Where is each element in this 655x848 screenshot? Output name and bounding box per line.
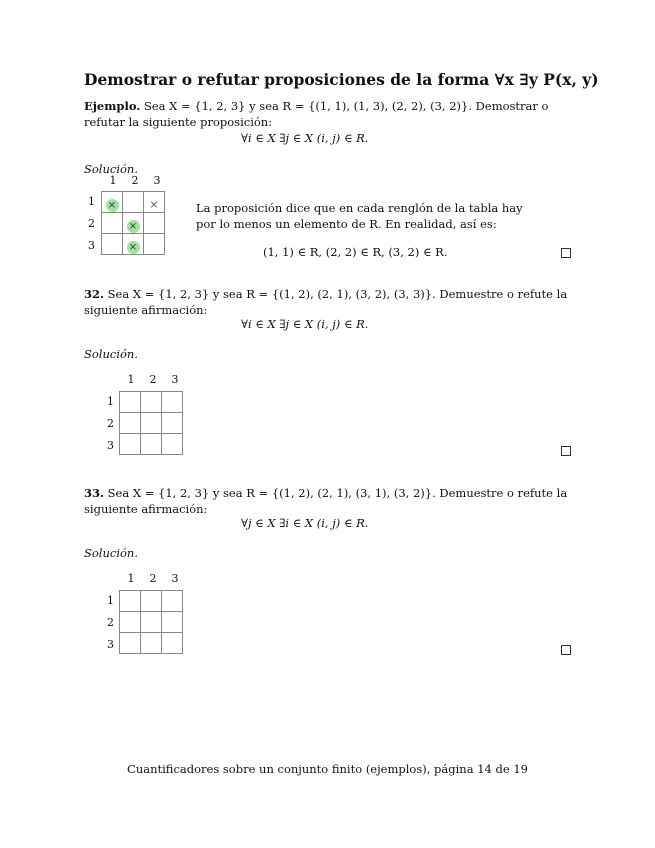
table-row <box>102 192 165 213</box>
col-header: 2 <box>149 572 157 585</box>
exercise-32-row-headers <box>107 391 114 457</box>
table-cell <box>123 192 144 213</box>
col-header: 3 <box>171 373 179 386</box>
table-row <box>120 612 183 633</box>
example-explanation: La proposición dice que en cada renglón de la tabla hay por lo menos un elemento de R. En realidad, así es: <box>196 201 523 231</box>
example-text: Sea X = {1, 2, 3} y sea R = {(1, 1), (1, 3), (2, 2), (3, 2)}. Demostrar o refutar la siguiente proposición: <box>84 99 549 129</box>
table-row <box>120 633 183 654</box>
col-header: 3 <box>171 572 179 585</box>
exercise-text: Sea X = {1, 2, 3} y sea R = {(1, 2), (2, 1), (3, 1), (3, 2)}. Demuestre o refute la siguiente afirmación: <box>84 486 568 516</box>
exercise-32-statement <box>84 286 574 318</box>
row-header: 2 <box>107 417 114 430</box>
col-header: 2 <box>131 174 139 187</box>
exercise-33-row-headers <box>107 590 114 656</box>
example-col-headers <box>102 174 168 187</box>
exercise-33-col-headers <box>120 572 186 585</box>
table-cell[interactable] <box>141 392 162 413</box>
exercise-number: 33. <box>84 486 105 500</box>
table-cell[interactable] <box>162 392 183 413</box>
exercise-33-relation-table <box>119 590 183 654</box>
table-row <box>102 213 165 234</box>
table-row <box>120 591 183 612</box>
green-mark-icon: × <box>127 220 140 233</box>
exercise-text: Sea X = {1, 2, 3} y sea R = {(1, 2), (2, 1), (3, 2), (3, 3)}. Demuestre o refute la siguiente afirmación: <box>84 287 568 317</box>
col-header: 1 <box>109 174 117 187</box>
row-header: 1 <box>88 195 95 208</box>
table-row <box>120 434 183 455</box>
col-header: 2 <box>149 373 157 386</box>
qed-square-icon <box>561 446 571 456</box>
table-cell <box>102 213 123 234</box>
table-cell[interactable] <box>162 413 183 434</box>
table-cell <box>102 234 123 255</box>
page-title: Demostrar o refutar proposiciones de la forma ∀x ∃y P(x, y) <box>84 70 599 89</box>
table-cell <box>102 192 123 213</box>
row-header: 1 <box>107 594 114 607</box>
exercise-33-solution-label: Solución. <box>84 546 138 560</box>
exercise-32-formula: ∀i ∈ X ∃j ∈ X (i, j) ∈ R. <box>241 317 369 331</box>
table-cell[interactable] <box>141 591 162 612</box>
col-header: 1 <box>127 373 135 386</box>
qed-square-icon <box>561 248 571 258</box>
table-cell[interactable] <box>120 612 141 633</box>
table-cell[interactable] <box>162 612 183 633</box>
page-footer: Cuantificadores sobre un conjunto finito (ejemplos), página 14 de 19 <box>127 762 528 776</box>
table-cell[interactable] <box>120 434 141 455</box>
table-row <box>120 392 183 413</box>
table-cell[interactable] <box>162 633 183 654</box>
qed-square-icon <box>561 645 571 655</box>
col-header: 1 <box>127 572 135 585</box>
row-header: 2 <box>107 616 114 629</box>
example-solution-label: Solución. <box>84 162 138 176</box>
example-row-headers <box>88 191 95 257</box>
exercise-33-statement <box>84 485 574 517</box>
exercise-32-relation-table <box>119 391 183 455</box>
table-cell[interactable] <box>141 612 162 633</box>
table-cell <box>144 213 165 234</box>
table-cell[interactable] <box>120 591 141 612</box>
table-cell[interactable] <box>162 434 183 455</box>
green-mark-icon: × <box>106 199 119 212</box>
table-cell <box>144 192 165 213</box>
table-cell[interactable] <box>120 392 141 413</box>
row-header: 3 <box>107 638 114 651</box>
table-row <box>102 234 165 255</box>
example-formula: ∀i ∈ X ∃j ∈ X (i, j) ∈ R. <box>241 131 369 145</box>
example-label: Ejemplo. <box>84 99 141 113</box>
exercise-number: 32. <box>84 287 105 301</box>
table-row <box>120 413 183 434</box>
col-header: 3 <box>153 174 161 187</box>
row-header: 2 <box>88 217 95 230</box>
table-cell <box>123 213 144 234</box>
exercise-32-col-headers <box>120 373 186 386</box>
cross-mark-icon: × <box>149 197 159 211</box>
table-cell[interactable] <box>162 591 183 612</box>
table-cell[interactable] <box>141 413 162 434</box>
table-cell[interactable] <box>141 633 162 654</box>
row-header: 3 <box>88 239 95 252</box>
exercise-33-formula: ∀j ∈ X ∃i ∈ X (i, j) ∈ R. <box>241 516 369 530</box>
table-cell <box>123 234 144 255</box>
table-cell[interactable] <box>120 633 141 654</box>
table-cell <box>144 234 165 255</box>
example-statement <box>84 98 574 130</box>
row-header: 1 <box>107 395 114 408</box>
row-header: 3 <box>107 439 114 452</box>
example-conclusion: (1, 1) ∈ R, (2, 2) ∈ R, (3, 2) ∈ R. <box>263 245 448 259</box>
table-cell[interactable] <box>120 413 141 434</box>
example-relation-table <box>101 191 165 255</box>
exercise-32-solution-label: Solución. <box>84 347 138 361</box>
table-cell[interactable] <box>141 434 162 455</box>
green-mark-icon: × <box>127 241 140 254</box>
